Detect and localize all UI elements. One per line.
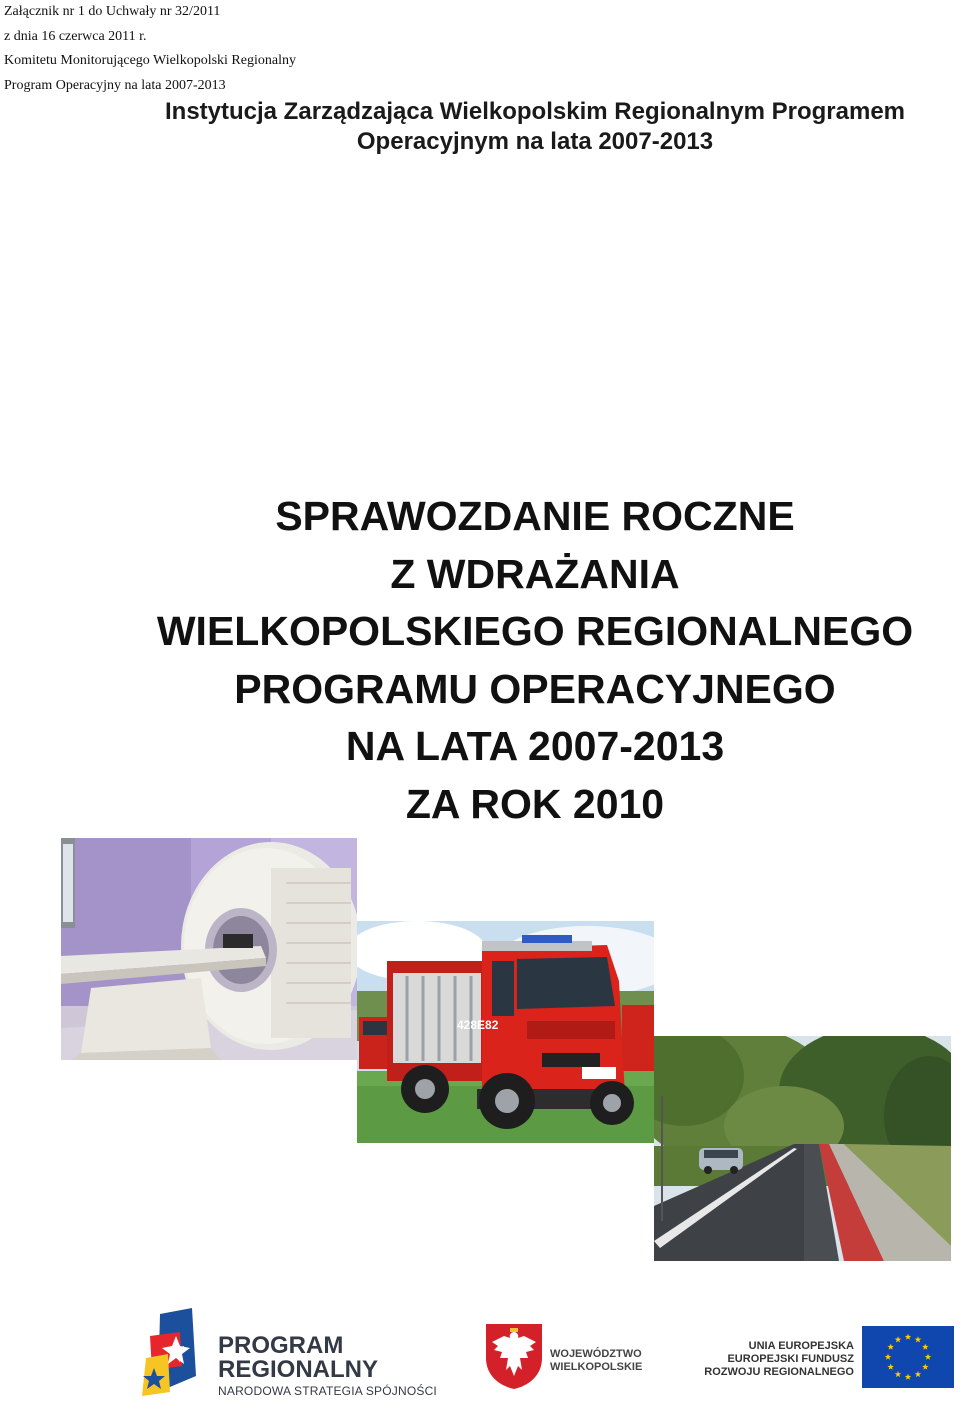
program-regionalny-emblem-icon xyxy=(140,1306,210,1398)
note-line-3: Komitetu Monitorującego Wielkopolski Regionalny xyxy=(4,53,296,68)
eu-label: UNIA EUROPEJSKA xyxy=(748,1340,854,1352)
eagle-coat-of-arms-icon xyxy=(484,1322,544,1390)
fire-truck-photo xyxy=(357,921,654,1143)
report-title xyxy=(0,488,960,833)
road-photo xyxy=(654,1036,951,1261)
report-title-line-4: PROGRAMU OPERACYJNEGO xyxy=(234,665,836,712)
program-regionalny-logo xyxy=(140,1306,440,1398)
strategy-label: NARODOWA STRATEGIA SPÓJNOŚCI xyxy=(218,1384,437,1398)
note-line-1: Załącznik nr 1 do Uchwały nr 32/2011 xyxy=(4,4,221,19)
institution-line-2: Operacyjnym na lata 2007-2013 xyxy=(356,128,714,155)
report-title-line-3: WIELKOPOLSKIEGO REGIONALNEGO xyxy=(156,608,914,654)
institution-line-1: Instytucja Zarządzająca Wielkopolskim Regionalnym Programem xyxy=(164,98,905,125)
regional-dev-label: ROZWOJU REGIONALNEGO xyxy=(704,1366,854,1378)
eu-logo xyxy=(694,1326,956,1392)
erdf-label: EUROPEJSKI FUNDUSZ xyxy=(727,1353,854,1365)
eu-text xyxy=(704,1340,854,1379)
program-label: PROGRAM xyxy=(218,1332,344,1359)
logo-strip xyxy=(0,1300,960,1417)
wielkopolskie-label: WIELKOPOLSKIE xyxy=(550,1361,643,1373)
report-title-line-5: NA LATA 2007-2013 xyxy=(345,723,725,769)
attachment-note xyxy=(4,0,296,98)
institution-heading xyxy=(0,97,960,157)
report-title-line-2: Z WDRAŻANIA xyxy=(390,550,680,597)
report-title-line-1: SPRAWOZDANIE ROCZNE xyxy=(275,493,795,539)
wojewodztwo-logo xyxy=(484,1322,654,1392)
note-line-2: z dnia 16 czerwca 2011 r. xyxy=(4,28,147,44)
wojewodztwo-label: WOJEWÓDZTWO xyxy=(550,1348,642,1360)
eu-flag-icon xyxy=(862,1326,954,1388)
ct-scanner-photo xyxy=(61,838,357,1060)
regionalny-label: REGIONALNY xyxy=(218,1356,379,1383)
note-line-4: Program Operacyjny na lata 2007-2013 xyxy=(4,77,226,93)
wojewodztwo-text xyxy=(550,1348,642,1374)
fire-truck-plate: 428E82 xyxy=(457,1018,499,1032)
report-title-line-6: ZA ROK 2010 xyxy=(405,780,665,827)
